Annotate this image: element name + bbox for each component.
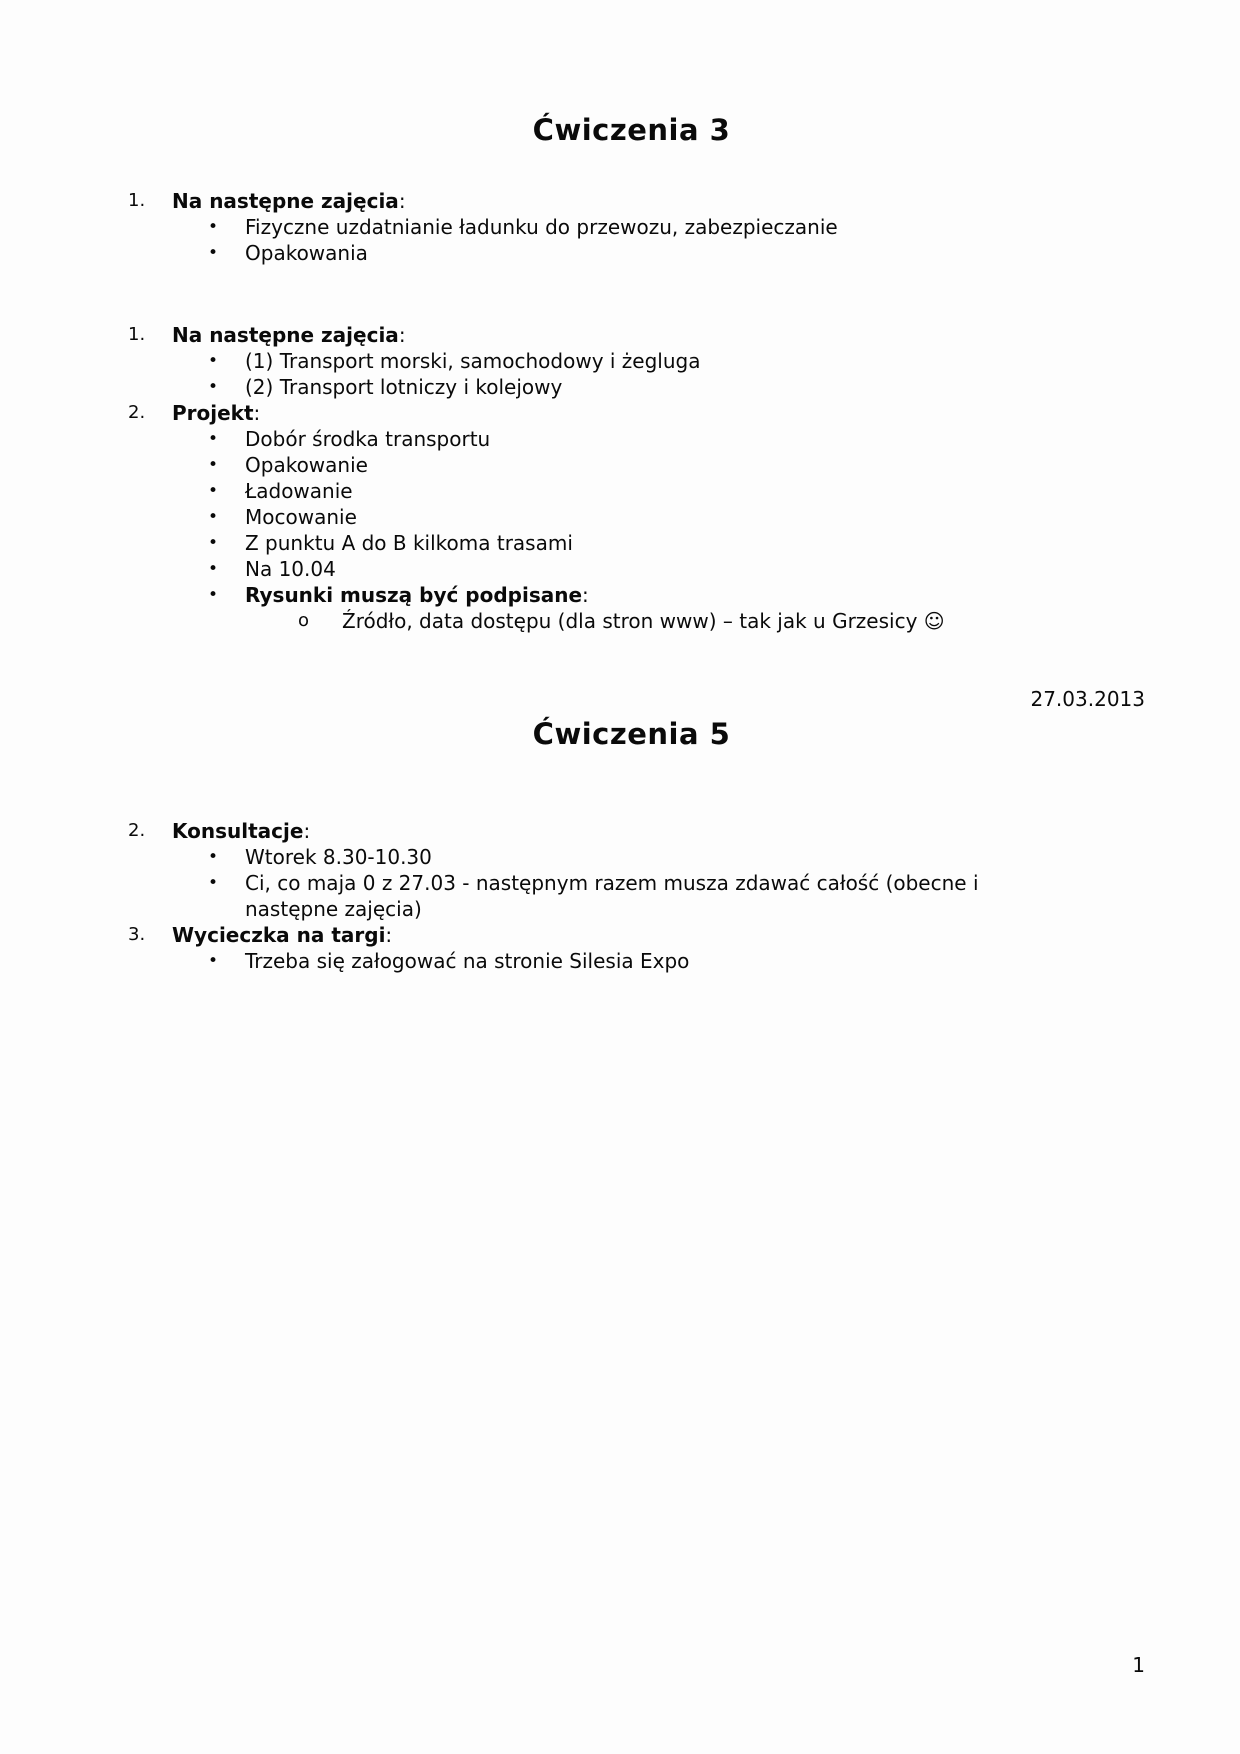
bullet-icon: •: [208, 847, 219, 867]
bullet-item: [208, 556, 1145, 582]
list-item-number: 2.: [128, 820, 146, 841]
bullet-colon: :: [582, 583, 589, 607]
list-cwiczenia-3-second: [118, 322, 1145, 634]
bullet-item: [208, 214, 1145, 240]
bullet-item: [208, 870, 1145, 922]
bullet-item: [208, 374, 1145, 400]
bullet-icon: •: [208, 873, 219, 893]
bullet-icon: •: [208, 455, 219, 475]
page-title-cwiczenia-3: Ćwiczenia 3: [532, 113, 731, 147]
bullet-item: [208, 452, 1145, 478]
bullet-item: [208, 948, 1145, 974]
page-number: 1: [1132, 1653, 1145, 1677]
list-cwiczenia-5: [118, 818, 1145, 974]
bullet-text: Na 10.04: [245, 557, 336, 581]
list-item-number: 2.: [128, 402, 146, 423]
list-item-label: Na następne zajęcia: [172, 323, 399, 347]
bullet-icon: •: [208, 585, 219, 605]
bullet-text: Dobór środka transportu: [245, 427, 491, 451]
bullet-text: (2) Transport lotniczy i kolejowy: [245, 375, 563, 399]
list-item: [128, 922, 1145, 948]
sub-bullet-text: Źródło, data dostępu (dla stron www) – tak jak u Grzesicy ☺: [342, 609, 945, 633]
list-item-colon: :: [253, 401, 261, 425]
bullet-text: Trzeba się załogować na stronie Silesia Expo: [245, 949, 690, 973]
bullet-item: [208, 478, 1145, 504]
list-item-number: 1.: [128, 324, 146, 345]
bullet-item: [208, 240, 1145, 266]
sub-bullet-icon: o: [298, 610, 310, 631]
bullet-text: Opakowania: [245, 241, 368, 265]
page-title-cwiczenia-5: Ćwiczenia 5: [532, 717, 731, 751]
list-item-colon: :: [398, 189, 406, 213]
list-item-number: 1.: [128, 190, 146, 211]
list-item: [128, 188, 1145, 214]
bullet-icon: •: [208, 951, 219, 971]
bullet-item: [208, 504, 1145, 530]
bullet-text: (1) Transport morski, samochodowy i żegluga: [245, 349, 701, 373]
list-item-label: Na następne zajęcia: [172, 189, 399, 213]
bullet-text-bold: Rysunki muszą być podpisane: [245, 583, 583, 607]
bullet-icon: •: [208, 559, 219, 579]
list-item-colon: :: [398, 323, 406, 347]
list-cwiczenia-3-first: [118, 188, 1145, 266]
bullet-item-bold: [208, 582, 1145, 608]
list-item-label: Wycieczka na targi: [172, 923, 386, 947]
bullet-text: Ci, co maja 0 z 27.03 - następnym razem musza zdawać całość (obecne i następne zajęcia): [245, 871, 979, 921]
bullet-icon: •: [208, 351, 219, 371]
list-item: [128, 400, 1145, 426]
bullet-item: [208, 530, 1145, 556]
list-item-number: 3.: [128, 924, 146, 945]
bullet-item: [208, 426, 1145, 452]
list-item-colon: :: [385, 923, 393, 947]
date: 27.03.2013: [1030, 687, 1145, 711]
bullet-icon: •: [208, 429, 219, 449]
bullet-icon: •: [208, 377, 219, 397]
bullet-icon: •: [208, 217, 219, 237]
bullet-text: Mocowanie: [245, 505, 357, 529]
sub-bullet-item: [298, 608, 1145, 634]
list-item-label: Konsultacje: [172, 819, 304, 843]
bullet-icon: •: [208, 507, 219, 527]
bullet-item: [208, 844, 1145, 870]
bullet-text: Fizyczne uzdatnianie ładunku do przewozu, zabezpieczanie: [245, 215, 838, 239]
bullet-text: Wtorek 8.30-10.30: [245, 845, 432, 869]
bullet-text: Z punktu A do B kilkoma trasami: [245, 531, 573, 555]
bullet-icon: •: [208, 533, 219, 553]
bullet-text: Opakowanie: [245, 453, 368, 477]
list-item: [128, 322, 1145, 348]
list-item: [128, 818, 1145, 844]
bullet-icon: •: [208, 243, 219, 263]
list-item-colon: :: [303, 819, 311, 843]
bullet-item: [208, 348, 1145, 374]
list-item-label: Projekt: [172, 401, 254, 425]
bullet-icon: •: [208, 481, 219, 501]
bullet-text: Ładowanie: [245, 479, 353, 503]
